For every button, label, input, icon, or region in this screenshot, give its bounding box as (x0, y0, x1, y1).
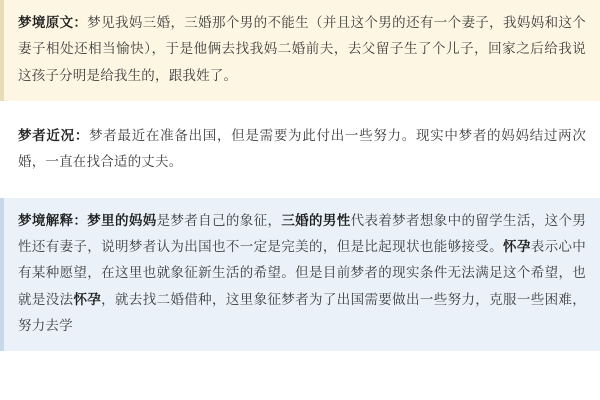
dream-interpretation-body: 梦里的妈妈是梦者自己的象征，三婚的男性代表着梦者想象中的留学生活，这个男性还有妻子，说明梦者认为出国也不一定是完美的，但是比起现状也能够接受。怀孕表示心中有某种愿望，在这里也就象征新生活的希望。但是目前梦者的现实条件无法满足这个希望，也就是没法怀孕，就去找二婚借种，这里象征梦者为了出国需要做出一些努力，克服一些困难，努力去学 (18, 212, 587, 333)
keyword: 怀孕 (503, 238, 531, 254)
dream-original-text-block (0, 0, 600, 101)
keyword: 梦里的妈妈 (87, 212, 157, 228)
keyword: 三婚的男性 (281, 212, 351, 228)
dream-interpretation-block (0, 198, 600, 352)
dream-interpretation-label: 梦境解释： (18, 212, 88, 228)
section-divider-1 (0, 101, 600, 113)
recent-situation-body: 梦者最近在准备出国，但是需要为此付出一些努力。现实中梦者的妈妈结过两次婚，一直在找合适的丈夫。 (18, 127, 587, 170)
dream-original-text-label: 梦境原文： (18, 15, 88, 30)
recent-situation-label: 梦者近况： (18, 127, 90, 143)
recent-situation-block (0, 113, 600, 188)
section-divider-2 (0, 188, 600, 198)
dream-original-text-body: 梦见我妈三婚，三婚那个男的不能生（并且这个男的还有一个妻子，我妈妈和这个妻子相处还相当愉快），于是他俩去找我妈二婚前夫，去父留子生了个儿子，回家之后给我说这孩子分明是给我生的，跟我姓了。 (18, 15, 587, 83)
keyword: 怀孕 (73, 291, 102, 307)
